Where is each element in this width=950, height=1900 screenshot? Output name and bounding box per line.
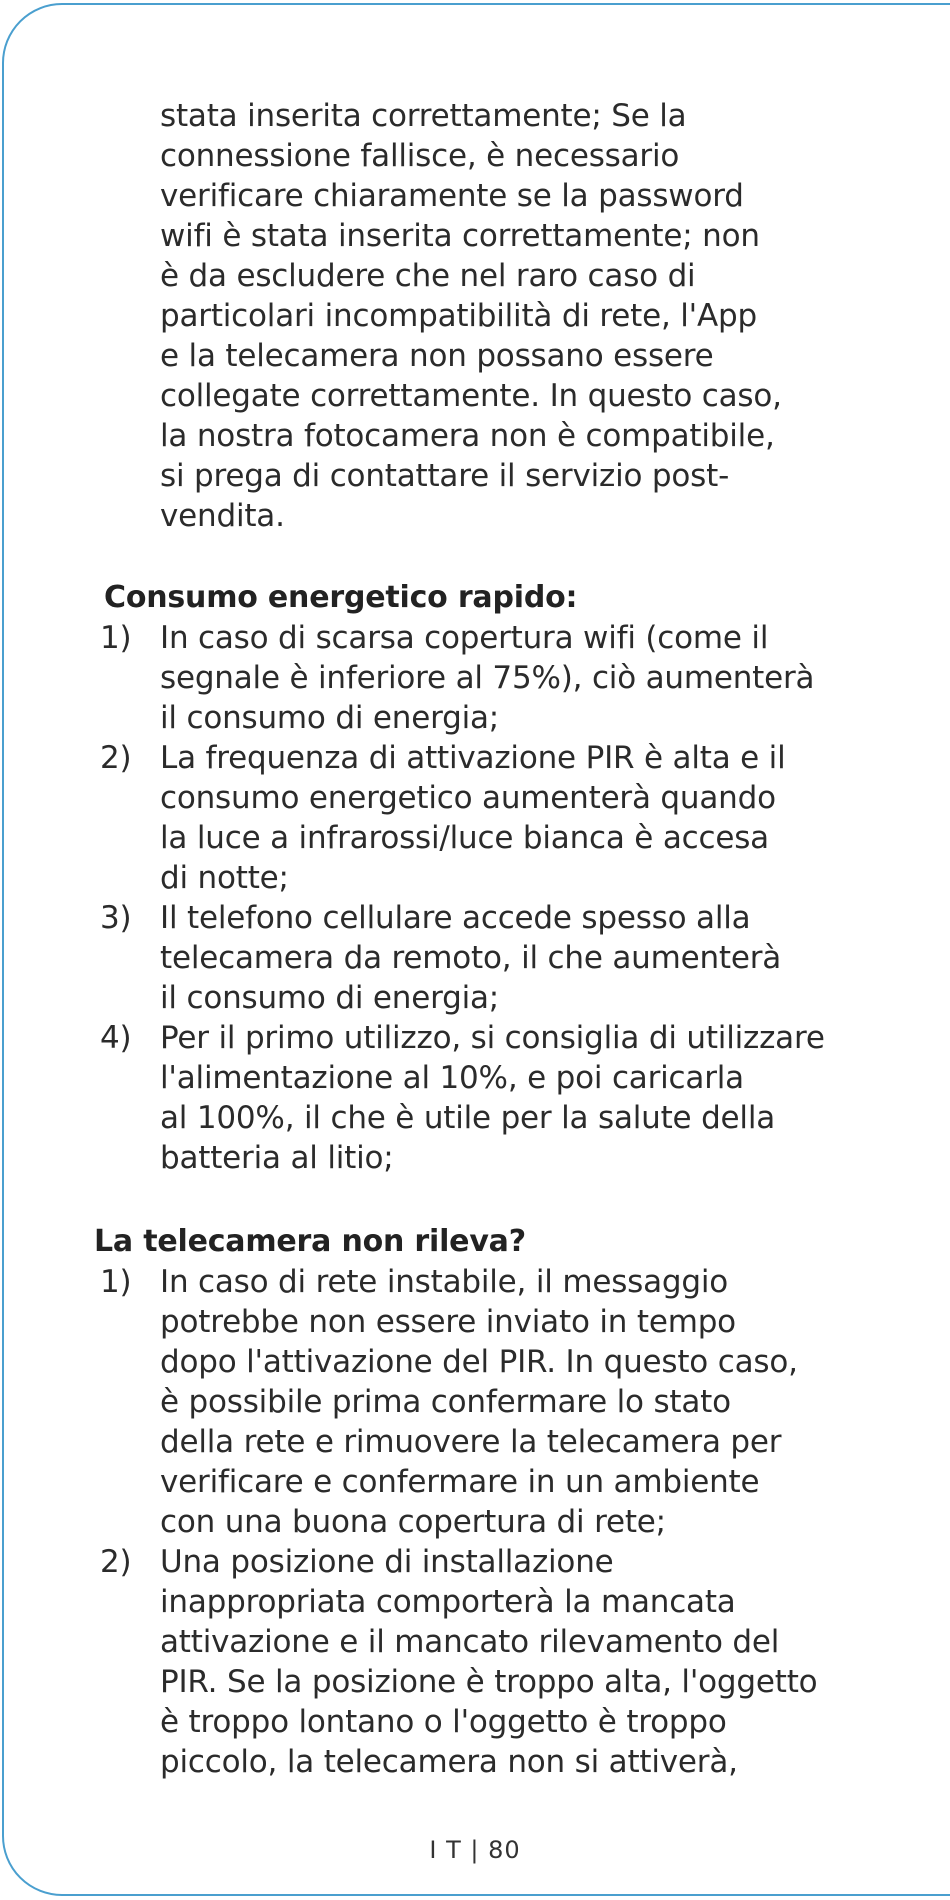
consumo-energetico-list [100, 618, 880, 1178]
list-item-number: 4) [100, 1020, 132, 1056]
page-number: I T | 80 [429, 1836, 521, 1864]
section-title-consumo-energetico: Consumo energetico rapido: [104, 580, 578, 615]
list-item [100, 1542, 880, 1782]
list-item [100, 898, 880, 1018]
list-item-number: 2) [100, 1544, 132, 1580]
list-item-text: La frequenza di attivazione PIR è alta e il consumo energetico aumenterà quando la luce a infrarossi/luce bianca è accesa di notte; [160, 740, 786, 896]
list-item-number: 2) [100, 740, 132, 776]
list-item-number: 1) [100, 1264, 132, 1300]
list-item-text: Per il primo utilizzo, si consiglia di utilizzare l'alimentazione al 10%, e poi caricarla al 100%, il che è utile per la salute della batteria al litio; [160, 1020, 825, 1176]
list-item-text: In caso di rete instabile, il messaggio potrebbe non essere inviato in tempo dopo l'attivazione del PIR. In questo caso, è possibile prima confermare lo stato della rete e rimuovere la telecamera per verificare e confermare in un ambiente con una buona copertura di rete; [160, 1264, 798, 1540]
intro-paragraph: stata inserita correttamente; Se la connessione fallisce, è necessario verificare chiaramente se la password wifi è stata inserita correttamente; non è da escludere che nel raro caso di particolari incompatibilità di rete, l'App e la telecamera non possano essere collegate correttamente. In questo caso, la nostra fotocamera non è compatibile, si prega di contattare il servizio post- vendita. [160, 98, 782, 534]
list-item-text: In caso di scarsa copertura wifi (come il segnale è inferiore al 75%), ciò aumenterà il consumo di energia; [160, 620, 815, 736]
list-item [100, 1262, 880, 1542]
section-title-telecamera-non-rileva: La telecamera non rileva? [94, 1224, 526, 1259]
list-item-text: Il telefono cellulare accede spesso alla telecamera da remoto, il che aumenterà il consumo di energia; [160, 900, 782, 1016]
telecamera-non-rileva-list [100, 1262, 880, 1782]
list-item-number: 3) [100, 900, 132, 936]
list-item [100, 738, 880, 898]
list-item [100, 1018, 880, 1178]
list-item-text: Una posizione di installazione inappropriata comporterà la mancata attivazione e il mancato rilevamento del PIR. Se la posizione è troppo alta, l'oggetto è troppo lontano o l'oggetto è troppo piccolo, la telecamera non si attiverà, [160, 1544, 818, 1780]
list-item-number: 1) [100, 620, 132, 656]
list-item [100, 618, 880, 738]
